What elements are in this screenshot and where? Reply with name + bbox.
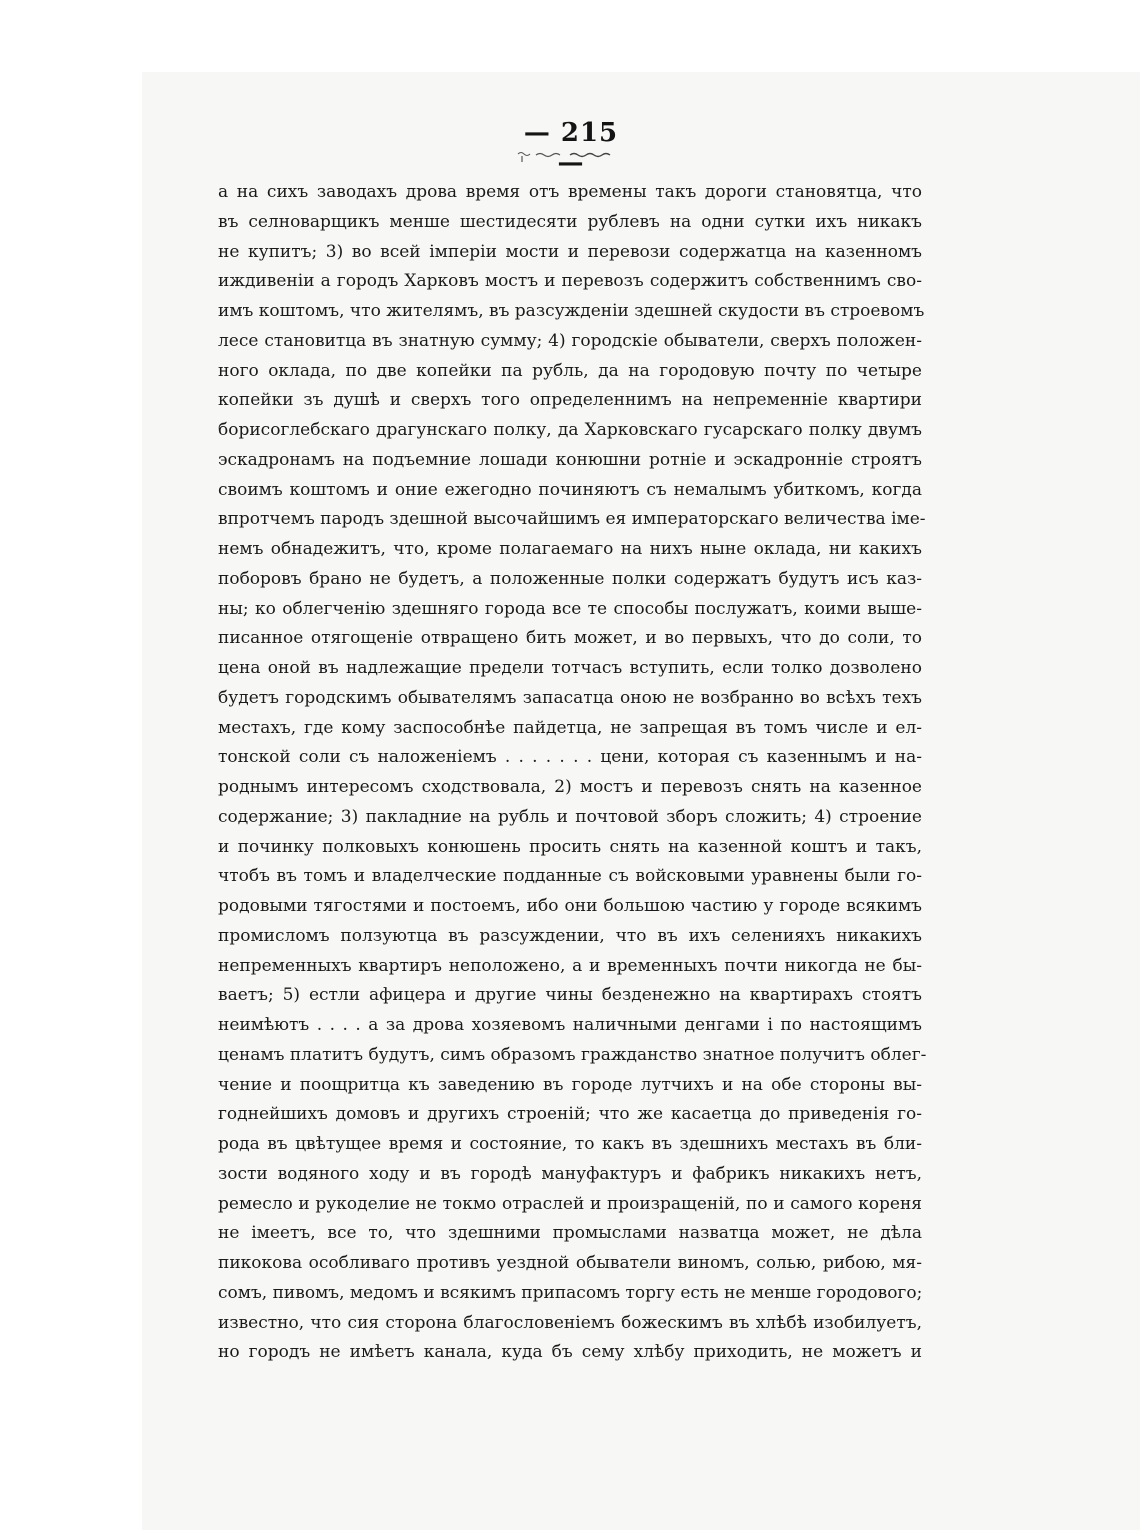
text-line: а на сихъ заводахъ дрова время отъ времены такъ дороги становятца, что — [218, 182, 922, 202]
text-line: известно, что сия сторона благословеніемъ божескимъ въ хлѣбѣ изобилуетъ, — [218, 1312, 922, 1333]
text-line: не імеетъ, все то, что здешними промыслами назватца может, не дѣла — [218, 1223, 922, 1244]
text-line: годнейшихъ домовъ и другихъ строеній; что же касаетца до приведенія го- — [218, 1104, 922, 1125]
text-line: копейки зъ душѣ и сверхъ того определеннимъ на непременніе квартири — [218, 390, 922, 411]
text-line: лесе становитца въ знатную сумму; 4) городскіе обыватели, сверхъ положен- — [218, 330, 922, 351]
text-line: чение и поощритца къ заведению въ городе лутчихъ и на обе стороны вы- — [218, 1074, 922, 1095]
text-line: ремесло и рукоделие не токмо отраслей и произращеній, по и самого кореня — [218, 1193, 922, 1214]
text-line: ны; ко облегченію здешняго города все те способы послужатъ, коими выше- — [218, 598, 922, 619]
text-line: тонской соли съ наложеніемъ . . . . . . . цени, которая съ казеннымъ и на- — [218, 747, 922, 768]
text-line: ваетъ; 5) естли афицера и другие чины безденежно на квартирахъ стоятъ — [218, 985, 922, 1006]
text-line: немъ обнадежитъ, что, кроме полагаемаго на нихъ ныне оклада, ни какихъ — [218, 539, 922, 559]
text-line: рода въ цвѣтущее время и состояние, то какъ въ здешнихъ местахъ въ бли- — [218, 1134, 922, 1154]
text-line: писанное отягощеніе отвращено бить может, и во первыхъ, что до соли, то — [218, 628, 922, 649]
text-line: промисломъ ползуютца въ разсуждении, что въ ихъ селенияхъ никакихъ — [218, 925, 922, 946]
text-line: поборовъ брано не будетъ, а положенные полки содержатъ будутъ исъ каз- — [218, 568, 922, 589]
text-line: местахъ, где кому заспособнѣе пайдетца, не запрещая въ томъ числе и ел- — [218, 717, 922, 738]
text-line: борисоглебскаго драгунскаго полку, да Харковскаго гусарскаго полку двумъ — [218, 420, 922, 440]
page-number: — 215 — — [523, 118, 619, 178]
text-line: будетъ городскимъ обывателямъ запасатца оною не возбранно во всѣхъ техъ — [218, 687, 922, 708]
text-line: но городъ не имѣетъ канала, куда бъ сему хлѣбу приходить, не можетъ и — [218, 1342, 922, 1363]
text-line: эскадронамъ на подъемние лошади конюшни ротніе и эскадронніе строятъ — [218, 449, 922, 470]
text-line: сомъ, пивомъ, медомъ и всякимъ припасомъ торгу есть не менше городового; — [218, 1282, 923, 1303]
text-line: родовыми тягостями и постоемъ, ибо они большою частию у городе всякимъ — [218, 896, 922, 916]
text-line: своимъ коштомъ и оние ежегодно починяютъ съ немалымъ убиткомъ, когда — [218, 479, 922, 500]
text-line: ного оклада, по две копейки па рубль, да на городовую почту по четыре — [218, 360, 922, 381]
text-line: имъ коштомъ, что жителямъ, въ разсужденіи здешней скудости въ строевомъ — [218, 301, 925, 321]
text-line: пикокова особливаго противъ уездной обыватели виномъ, солью, рибою, мя- — [218, 1253, 922, 1273]
text-line: зости водяного ходу и въ городѣ мануфактуръ и фабрикъ никакихъ нетъ, — [218, 1163, 922, 1184]
text-line: ценамъ платитъ будутъ, симъ образомъ гражданство знатное получитъ облег- — [218, 1044, 927, 1065]
text-line: чтобъ въ томъ и владелческие подданные съ войсковыми уравнены были го- — [218, 866, 922, 887]
ornament-divider — [512, 146, 622, 164]
text-line: роднымъ интересомъ сходствовала, 2) мостъ и перевозъ снять на казенное — [218, 777, 922, 797]
text-line: неимѣютъ . . . . а за дрова хозяевомъ наличными денгами і по настоящимъ — [218, 1015, 922, 1035]
text-line: впротчемъ пародъ здешной высочайшимъ ея императорскаго величества іме- — [218, 509, 926, 530]
text-line: и починку полковыхъ конюшень просить снять на казенной коштъ и такъ, — [218, 836, 922, 857]
text-line: не купитъ; 3) во всей імперіи мости и перевози содержатца на казенномъ — [218, 241, 922, 262]
text-line: содержание; 3) пакладние на рубль и почтовой зборъ сложить; 4) строение — [218, 806, 922, 827]
text-line: въ селноварщикъ менше шестидесяти рублевъ на одни сутки ихъ никакъ — [218, 211, 922, 232]
text-line: непременныхъ квартиръ неположено, а и временныхъ почти никогда не бы- — [218, 955, 922, 976]
text-line: иждивеніи а городъ Харковъ мостъ и перевозъ содержитъ собственнимъ сво- — [218, 271, 922, 292]
body-text — [218, 178, 927, 1368]
text-line: цена оной въ надлежащие предели тотчасъ вступить, если толко дозволено — [218, 658, 922, 678]
